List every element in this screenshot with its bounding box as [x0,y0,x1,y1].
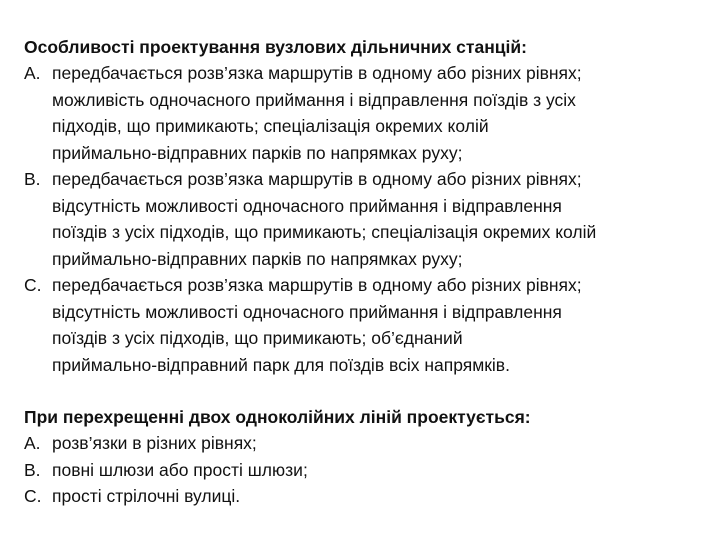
option-line: приймально-відправний парк для поїздів всіх напрямків. [52,354,510,375]
question-2-title: При перехрещенні двох одноколійних ліній проектується: [24,407,531,427]
option-line: розв’язки в різних рівнях; [52,433,257,453]
option-text [52,457,704,484]
question-1-option-b [24,166,704,272]
option-line: передбачається розв’язка маршрутів в одному або різних рівнях; [52,169,582,189]
option-line: поїздів з усіх підходів, що примикають; спеціалізація окремих колій [52,222,597,242]
option-line: відсутність можливості одночасного приймання і відправлення [52,195,562,216]
option-line: прості стрілочні вулиці. [52,486,241,506]
option-text [52,430,704,457]
option-line: приймально-відправних парків по напрямках руху; [52,142,463,163]
question-2-option-a [24,430,704,457]
option-line: підходів, що примикають; спеціалізація окремих колій [52,116,489,136]
question-2 [24,404,704,510]
option-letter: A. [24,433,41,453]
option-letter: C. [24,275,42,295]
option-line: повні шлюзи або прості шлюзи; [52,459,308,480]
option-line: відсутність можливості одночасного приймання і відправлення [52,301,562,322]
option-text [52,166,704,272]
option-text [52,272,704,378]
slide-content [24,34,704,536]
option-line: поїздів з усіх підходів, що примикають; об’єднаний [52,328,463,348]
question-1-title: Особливості проектування вузлових дільничних станцій: [24,37,527,57]
option-letter: C. [24,486,42,506]
option-text [52,483,704,510]
question-2-option-c [24,483,704,510]
question-1 [24,34,704,378]
option-line: приймально-відправних парків по напрямках руху; [52,248,463,269]
option-line: можливість одночасного приймання і відправлення поїздів з усіх [52,89,576,110]
option-text [52,60,704,166]
question-2-option-b [24,457,704,484]
option-line: передбачається розв’язка маршрутів в одному або різних рівнях; [52,275,582,295]
question-1-option-a [24,60,704,166]
option-letter: B. [24,169,41,189]
option-line: передбачається розв’язка маршрутів в одному або різних рівнях; [52,63,582,83]
question-1-option-c [24,272,704,378]
option-letter: B. [24,459,41,480]
option-letter: A. [24,63,41,83]
